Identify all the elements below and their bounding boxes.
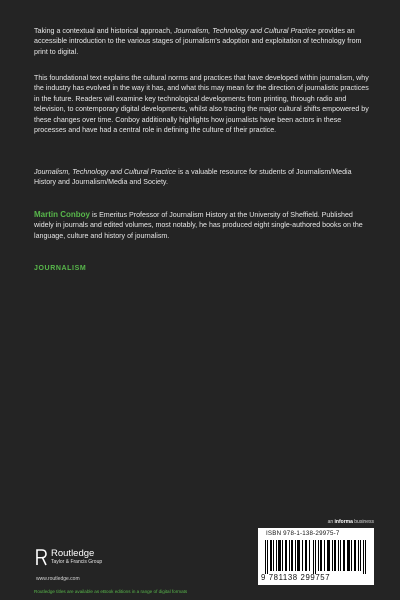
author-name: Martin Conboy [34,210,90,219]
book-title-reference: Journalism, Technology and Cultural Practice [174,27,317,35]
informa-prefix: an [327,519,335,525]
barcode-icon [262,540,370,574]
isbn-barcode [258,528,374,585]
book-title-reference: Journalism, Technology and Cultural Practice [34,168,177,176]
p1-rest: provides an accessible introduction to the various stages of journalism's adoption and exploitation of technology from print to digital. [34,27,362,56]
description-paragraph-1 [34,26,374,57]
description-paragraph-2: This foundational text explains the cultural norms and practices that have developed within journalism, why the industry has evolved in the way it has, and what this may mean for the direction of journalistic practices in the future. Readers will examine key technological developments from printing, through radio and television, to contemporary digital developments, whilst also tracing the major cultural shifts empowered by these changes over time. Conboy additionally highlights how journalists have been actors in these processes and have had a central role in defining the culture of their practice. [34,74,369,135]
routledge-r-logo-icon [36,549,47,566]
isbn-number: ISBN 978-1-138-29975-7 [266,530,340,537]
subject-category: JOURNALISM [34,265,87,272]
informa-brand: informa [334,519,353,525]
publisher-group: Taylor & Francis Group [51,559,103,565]
p1-lead: Taking a contextual and historical approach, [34,27,174,35]
publisher-name: Routledge [51,548,95,559]
informa-suffix: business [352,519,374,525]
ebook-availability-note: Routledge titles are available as eBook editions in a range of digital formats [34,589,188,594]
p3-rest: is a valuable resource for students of Journalism/Media History and Journalism/Media and Society. [34,168,352,187]
informa-business-tag [328,519,374,525]
author-bio-text: is Emeritus Professor of Journalism History at the University of Sheffield. Published widely in journals and edited volumes, most notably, he has produced eight single-authored books on the language, culture and history of journalism. [34,211,363,240]
author-bio [34,210,374,241]
publisher-website: www.routledge.com [36,576,80,582]
publisher-text [51,549,102,565]
description-paragraph-3 [34,167,374,188]
barcode-digits: 9 781138 299757 [261,573,331,582]
publisher-logo-block [36,549,102,571]
